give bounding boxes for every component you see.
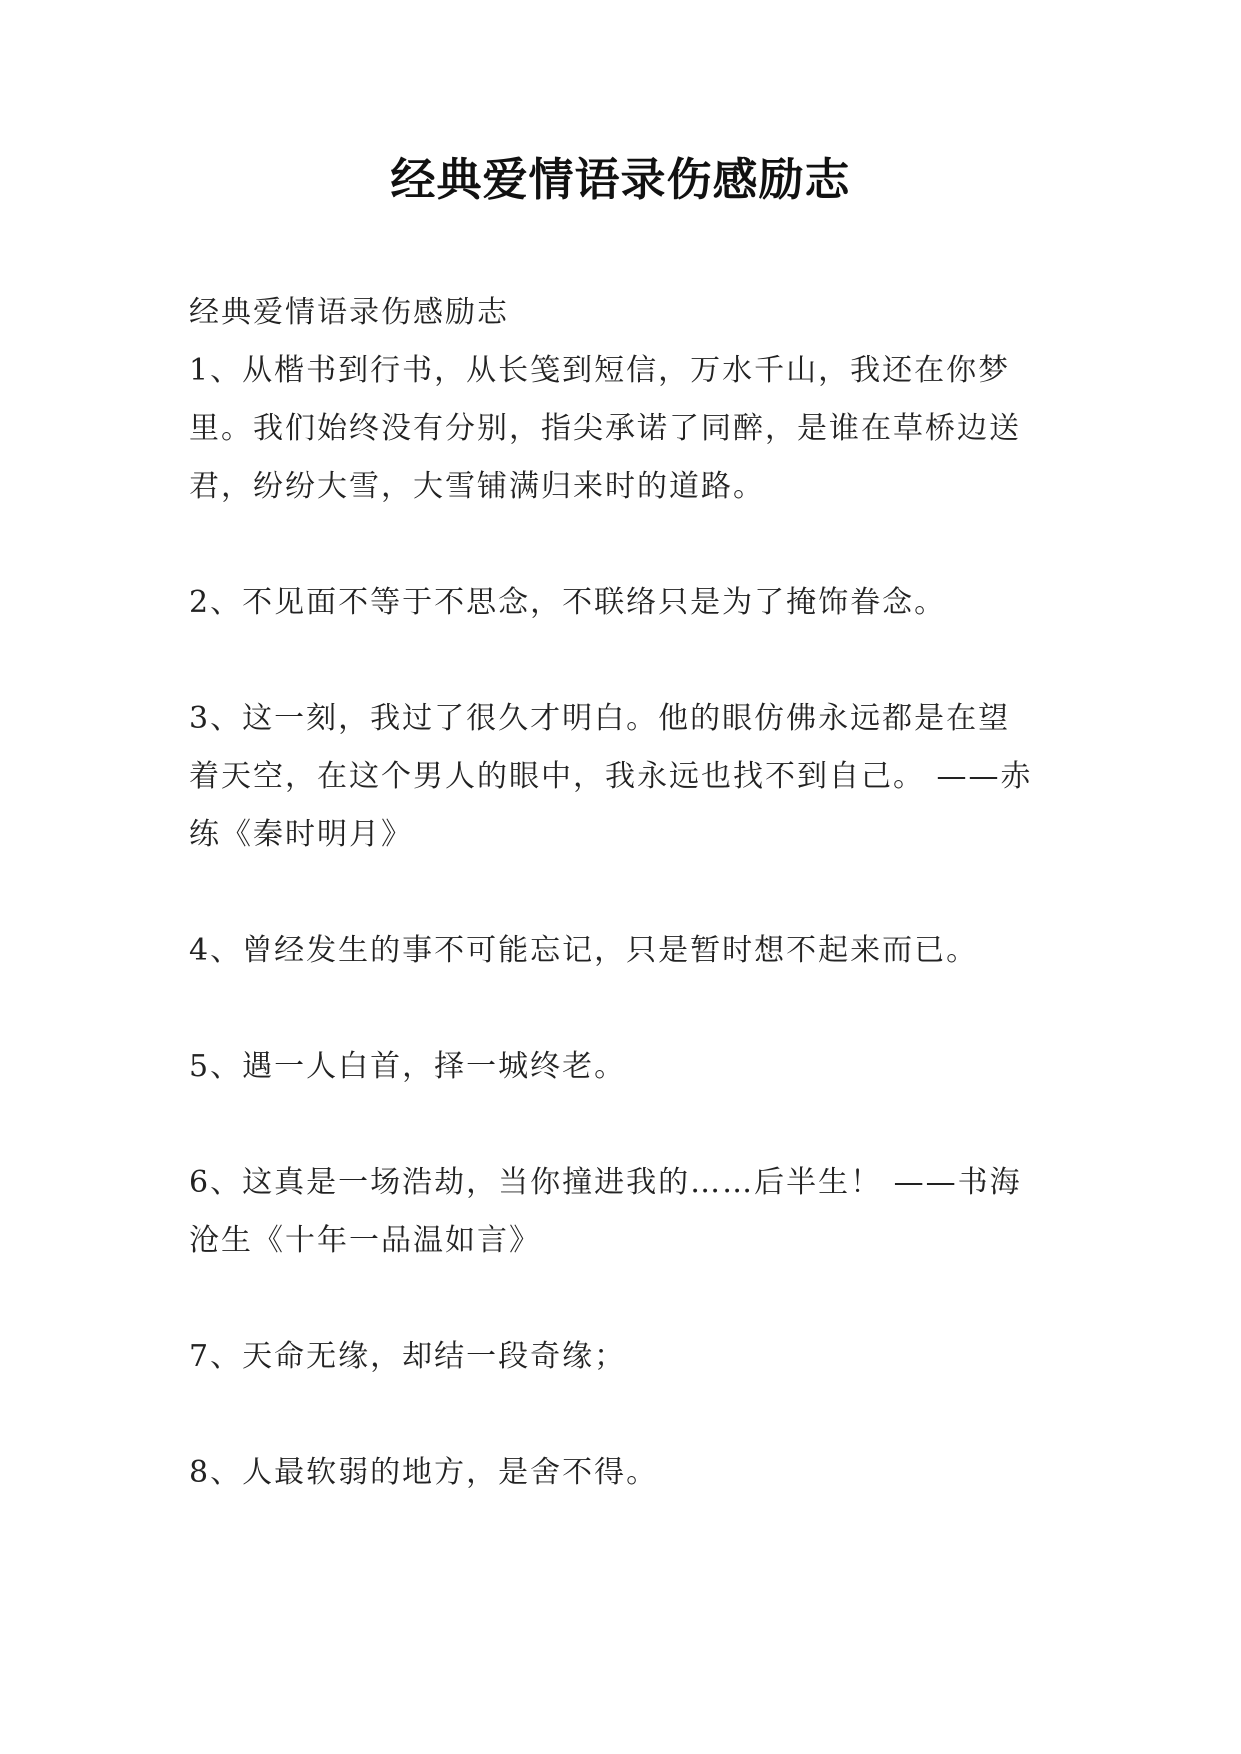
paragraph-4 <box>189 922 1069 980</box>
paragraph-line: 3、这一刻，我过了很久才明白。他的眼仿佛永远都是在望 <box>189 701 1011 736</box>
paragraph-3 <box>189 690 1069 864</box>
paragraph-line: 沧生《十年一品温如言》 <box>189 1223 541 1258</box>
paragraph-spacer <box>189 1386 1069 1444</box>
paragraph-spacer <box>189 632 1069 690</box>
document-subtitle: 经典爱情语录伤感励志 <box>189 295 509 330</box>
paragraph-2 <box>189 574 1069 632</box>
paragraph-line: 8、人最软弱的地方，是舍不得。 <box>189 1455 659 1490</box>
paragraph-line: 6、这真是一场浩劫，当你撞进我的……后半生！ ——书海 <box>189 1165 1022 1200</box>
paragraph-line: 练《秦时明月》 <box>189 817 413 852</box>
paragraph-line: 2、不见面不等于不思念，不联络只是为了掩饰眷念。 <box>189 585 947 620</box>
paragraph-line: 5、遇一人白首，择一城终老。 <box>189 1049 627 1084</box>
paragraph-6 <box>189 1154 1069 1270</box>
paragraph-line: 着天空，在这个男人的眼中，我永远也找不到自己。 ——赤 <box>189 759 1033 794</box>
paragraph-spacer <box>189 1096 1069 1154</box>
paragraph-8 <box>189 1444 1069 1502</box>
paragraph-spacer <box>189 1270 1069 1328</box>
paragraph-line: 4、曾经发生的事不可能忘记，只是暂时想不起来而已。 <box>189 933 979 968</box>
paragraph-5 <box>189 1038 1069 1096</box>
paragraph-spacer <box>189 864 1069 922</box>
paragraph-7 <box>189 1328 1069 1386</box>
document-title: 经典爱情语录伤感励志 <box>390 153 851 206</box>
paragraph-line: 1、从楷书到行书，从长笺到短信，万水千山，我还在你梦 <box>189 353 1011 388</box>
paragraph-spacer <box>189 980 1069 1038</box>
document-body <box>189 284 1069 1502</box>
paragraph-line: 里。我们始终没有分别，指尖承诺了同醉，是谁在草桥边送 <box>189 411 1021 446</box>
paragraph-1 <box>189 342 1069 516</box>
paragraph-line: 7、天命无缘，却结一段奇缘； <box>189 1339 627 1374</box>
paragraph-spacer <box>189 516 1069 574</box>
paragraph-line: 君，纷纷大雪，大雪铺满归来时的道路。 <box>189 469 765 504</box>
